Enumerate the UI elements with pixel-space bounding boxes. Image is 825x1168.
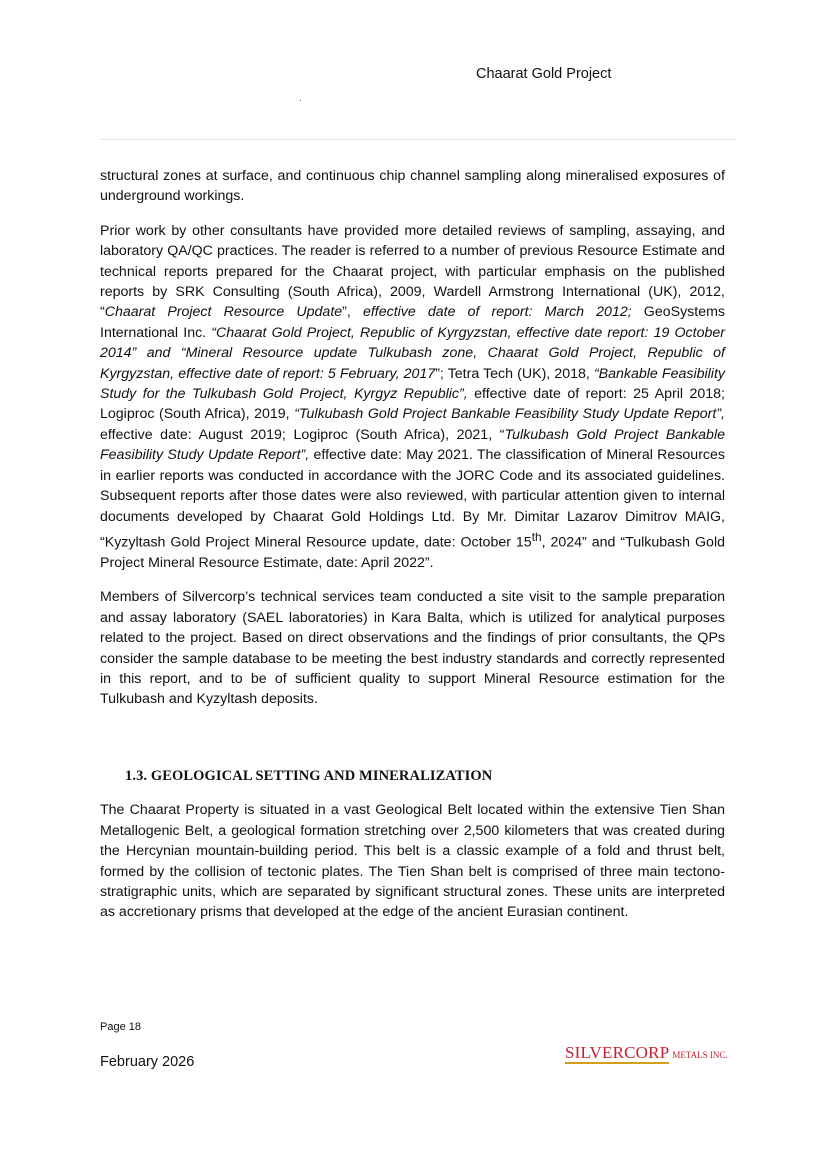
page-number: Page 18 [100, 1021, 141, 1033]
p2-title: “Tulkubash Gold Project Bankable Feasibility Study Update Report”, [294, 406, 725, 423]
p2-text: ”, [342, 304, 363, 321]
logo-sub-text: METALS INC. [672, 1050, 728, 1060]
footer-date: February 2026 [100, 1054, 195, 1070]
p2-text: GeoSystems International Inc. [100, 304, 726, 341]
p2-text: effective date: May 2021. The classification of Mineral Resources in earlier reports was conducted in accordance with the JORC Code and its associated guidelines. Subsequent reports after those dates were also reviewed, with particular attention given to internal documents developed by Chaarat Gold Holdings Ltd. By Mr. Dimitar Lazarov Dimitrov MAIG, “Kyzyltash Gold Project Mineral Resource update, date: October 15 [100, 447, 725, 551]
section-heading: 1.3. GEOLOGICAL SETTING AND MINERALIZATION [125, 767, 493, 784]
paragraph-3: Members of Silvercorp’s technical services team conducted a site visit to the sample preparation and assay laboratory (SAEL laboratories) in Kara Balta, which is utilized for analytical purposes related to the project. Based on direct observations and the findings of prior consultants, the QPs consider the sample database to be meeting the best industry standards and correctly represented in this report, and to be of sufficient quality to support Mineral Resource estimation for the Tulkubash and Kyzyltash deposits. [100, 589, 725, 708]
p2-text: effective date: August 2019; Logiproc (South Africa), 2021, “ [100, 426, 505, 443]
header-title: Chaarat Gold Project [476, 66, 612, 82]
silvercorp-logo [565, 1043, 728, 1063]
p2-text: , 2024” and “Tulkubash Gold Project Mineral Resource Estimate, date: April 2022”. [100, 534, 725, 572]
header-divider [100, 139, 736, 140]
p2-title: effective date of report: March 2012; [362, 304, 632, 321]
header-dot [300, 100, 301, 101]
paragraph-1: structural zones at surface, and continuous chip channel sampling along mineralised exposures of underground workings. [100, 168, 725, 205]
p2-text: effective date of report: 25 April 2018; Logiproc (South Africa), 2019, [100, 386, 725, 423]
p2-title: “Chaarat Gold Project, Republic of Kyrgyzstan, effective date report: 19 October 2014” and “Mineral Resource update Tulkubash zone, Chaarat Gold Project, Republic of Kyrgyzstan, effective date of report: 5 February, 2017 [100, 324, 725, 382]
p2-title: Tulkubash Gold Project Bankable Feasibility Study Update Report”, [100, 426, 725, 464]
p2-title: “Bankable Feasibility Study for the Tulkubash Gold Project, Kyrgyz Republic”, [100, 365, 725, 403]
p2-text: Prior work by other consultants have provided more detailed reviews of sampling, assaying, and laboratory QA/QC practices. The reader is referred to a number of previous Resource Estimate and technical reports prepared for the Chaarat project, with particular emphasis on the published reports by SRK Consulting (South Africa), 2009, Wardell Armstrong International (UK), 2012, “ [100, 222, 725, 321]
logo-main-text: SILVERCORP [565, 1043, 670, 1062]
paragraph-4: The Chaarat Property is situated in a vast Geological Belt located within the extensive Tien Shan Metallogenic Belt, a geological formation stretching over 2,500 kilometers that was created during the Hercynian mountain-building period. This belt is a classic example of a fold and thrust belt, formed by the collision of tectonic plates. The Tien Shan belt is comprised of three main tectono-stratigraphic units, which are separated by significant structural zones. These units are interpreted as accretionary prisms that developed at the edge of the ancient Eurasian continent. [100, 802, 725, 921]
p2-title: Chaarat Project Resource Update [104, 304, 343, 321]
page-content [100, 166, 725, 937]
p2-text: ”; Tetra Tech (UK), 2018, [435, 365, 594, 382]
p2-superscript: th [531, 529, 542, 544]
paragraph-2 [100, 221, 725, 574]
